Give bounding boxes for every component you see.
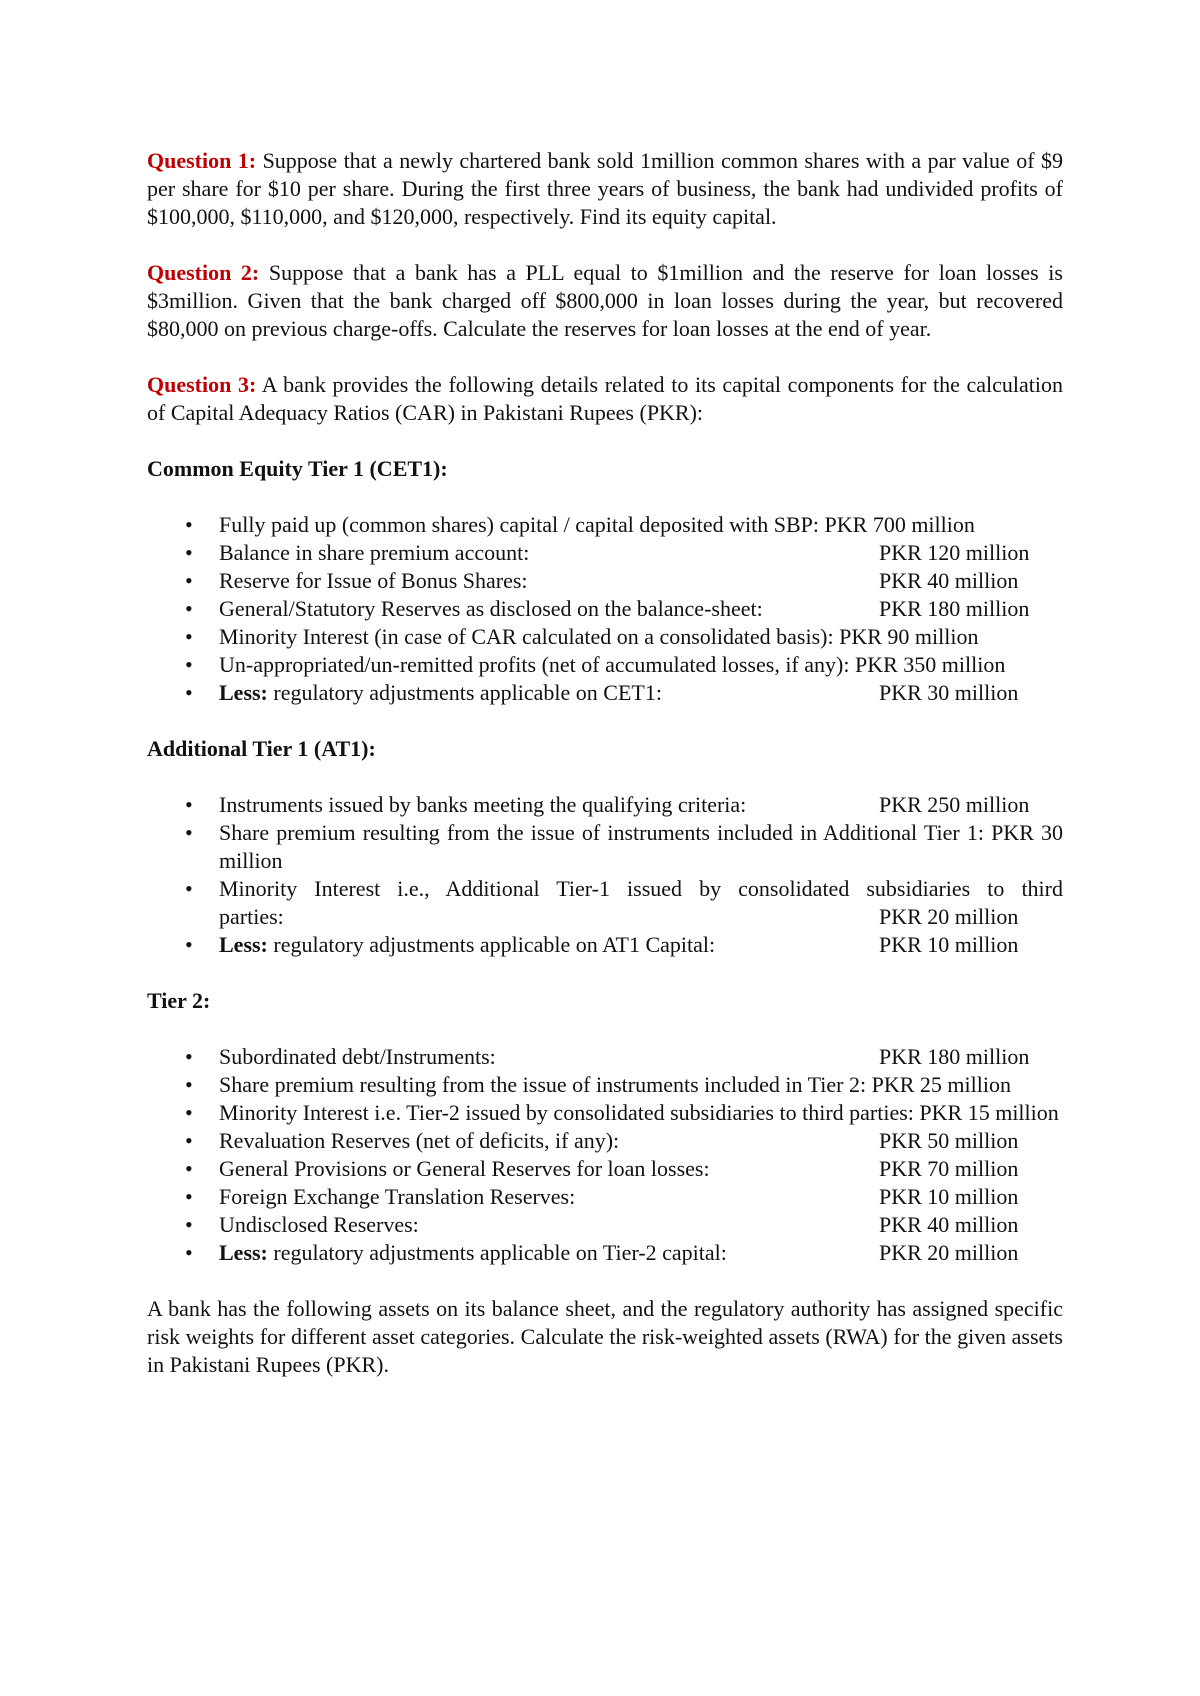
- item-lead: Less:: [219, 1240, 268, 1265]
- closing-paragraph: A bank has the following assets on its balance sheet, and the regulatory authority has assigned specific risk weights for different asset categories. Calculate the risk-weighted assets (RWA) for the given assets in Pakistani Rupees (PKR).: [147, 1296, 1063, 1377]
- question-3-label: Question 3:: [147, 372, 257, 397]
- item-desc: • Subordinated debt/Instruments:: [219, 1044, 496, 1069]
- item-text: Share premium resulting from the issue of instruments included in Tier 2: PKR 25 million: [219, 1072, 1011, 1097]
- list-item: [147, 1155, 1063, 1183]
- list-item: [147, 791, 1063, 819]
- question-2-text: Suppose that a bank has a PLL equal to $1million and the reserve for loan losses is $3million. Given that the bank charged off $800,000 in loan losses during the year, but recovered $80,000 on previous charge-offs. Calculate the reserves for loan losses at the end of year.: [147, 260, 1063, 341]
- list-item: [147, 1239, 1063, 1267]
- item-desc: • Instruments issued by banks meeting the qualifying criteria:: [219, 792, 747, 817]
- list-item: [147, 1211, 1063, 1239]
- list-item: [147, 1183, 1063, 1211]
- item-desc: regulatory adjustments applicable on Tier-2 capital:: [267, 1240, 727, 1265]
- list-item: [147, 623, 1063, 651]
- list-item: [147, 567, 1063, 595]
- list-item: [147, 875, 1063, 931]
- question-3: [147, 371, 1063, 427]
- item-amount: PKR 250 million: [879, 792, 1030, 817]
- item-amount: PKR 40 million: [879, 1212, 1019, 1237]
- cet1-list: [147, 511, 1063, 707]
- item-desc: regulatory adjustments applicable on CET1:: [267, 680, 662, 705]
- item-amount: PKR 10 million: [879, 1184, 1019, 1209]
- item-amount: PKR 120 million: [879, 540, 1030, 565]
- item-text: Fully paid up (common shares) capital / capital deposited with SBP: PKR 700 million: [219, 512, 975, 537]
- item-amount: PKR 10 million: [879, 932, 1019, 957]
- list-item: [147, 931, 1063, 959]
- item-lead: Less:: [219, 680, 268, 705]
- item-text: • Minority Interest i.e., Additional Tier-1 issued by consolidated subsidiaries to third: [219, 876, 1063, 901]
- item-desc: • Undisclosed Reserves:: [219, 1212, 419, 1237]
- question-3-text: A bank provides the following details related to its capital components for the calculation of Capital Adequacy Ratios (CAR) in Pakistani Rupees (PKR):: [147, 372, 1063, 425]
- item-amount: PKR 20 million: [879, 1240, 1019, 1265]
- list-item: [147, 511, 1063, 539]
- list-item: [147, 1127, 1063, 1155]
- item-amount: PKR 50 million: [879, 1128, 1019, 1153]
- item-desc: • Balance in share premium account:: [219, 540, 530, 565]
- item-text: Un-appropriated/un-remitted profits (net of accumulated losses, if any): PKR 350 million: [219, 652, 1006, 677]
- item-text: Minority Interest i.e. Tier-2 issued by consolidated subsidiaries to third parties: PKR 15 million: [219, 1100, 1059, 1125]
- tier2-heading: Tier 2:: [147, 988, 211, 1013]
- item-desc: parties:: [219, 904, 284, 929]
- item-desc: • General Provisions or General Reserves for loan losses:: [219, 1156, 710, 1181]
- list-item: [147, 651, 1063, 679]
- question-1-text: Suppose that a newly chartered bank sold 1million common shares with a par value of $9 per share for $10 per share. During the first three years of business, the bank had undivided profits of $100,000, $110,000, and $120,000, respectively. Find its equity capital.: [147, 148, 1063, 229]
- item-desc: regulatory adjustments applicable on AT1 Capital:: [267, 932, 716, 957]
- list-item: [147, 819, 1063, 875]
- item-amount: PKR 40 million: [879, 568, 1019, 593]
- item-desc-wrap: [219, 931, 879, 959]
- item-text: Share premium resulting from the issue of instruments included in Additional Tier 1: PKR 30 million: [219, 820, 1063, 873]
- item-lead: Less:: [219, 932, 268, 957]
- list-item: [147, 1099, 1063, 1127]
- item-desc: • Foreign Exchange Translation Reserves:: [219, 1184, 576, 1209]
- question-1-label: Question 1:: [147, 148, 257, 173]
- question-2-label: Question 2:: [147, 260, 260, 285]
- question-2: [147, 259, 1063, 343]
- list-item: [147, 679, 1063, 707]
- at1-heading: Additional Tier 1 (AT1):: [147, 736, 376, 761]
- item-desc: • Revaluation Reserves (net of deficits, if any):: [219, 1128, 620, 1153]
- list-item: [147, 539, 1063, 567]
- item-amount: PKR 180 million: [879, 1044, 1030, 1069]
- cet1-heading: Common Equity Tier 1 (CET1):: [147, 456, 448, 481]
- item-amount: PKR 180 million: [879, 596, 1030, 621]
- at1-list: [147, 791, 1063, 959]
- list-item: [147, 1043, 1063, 1071]
- tier2-list: [147, 1043, 1063, 1267]
- item-amount: PKR 20 million: [879, 904, 1019, 929]
- item-amount: PKR 70 million: [879, 1156, 1019, 1181]
- item-text: Minority Interest (in case of CAR calculated on a consolidated basis): PKR 90 million: [219, 624, 979, 649]
- document-body: [147, 147, 1063, 1407]
- list-item: [147, 1071, 1063, 1099]
- item-amount: PKR 30 million: [879, 680, 1019, 705]
- item-desc: • Reserve for Issue of Bonus Shares:: [219, 568, 528, 593]
- item-desc-wrap: [219, 679, 879, 707]
- question-1: [147, 147, 1063, 231]
- list-item: [147, 595, 1063, 623]
- item-desc-wrap: [219, 1239, 879, 1267]
- item-desc: • General/Statutory Reserves as disclosed on the balance-sheet:: [219, 596, 763, 621]
